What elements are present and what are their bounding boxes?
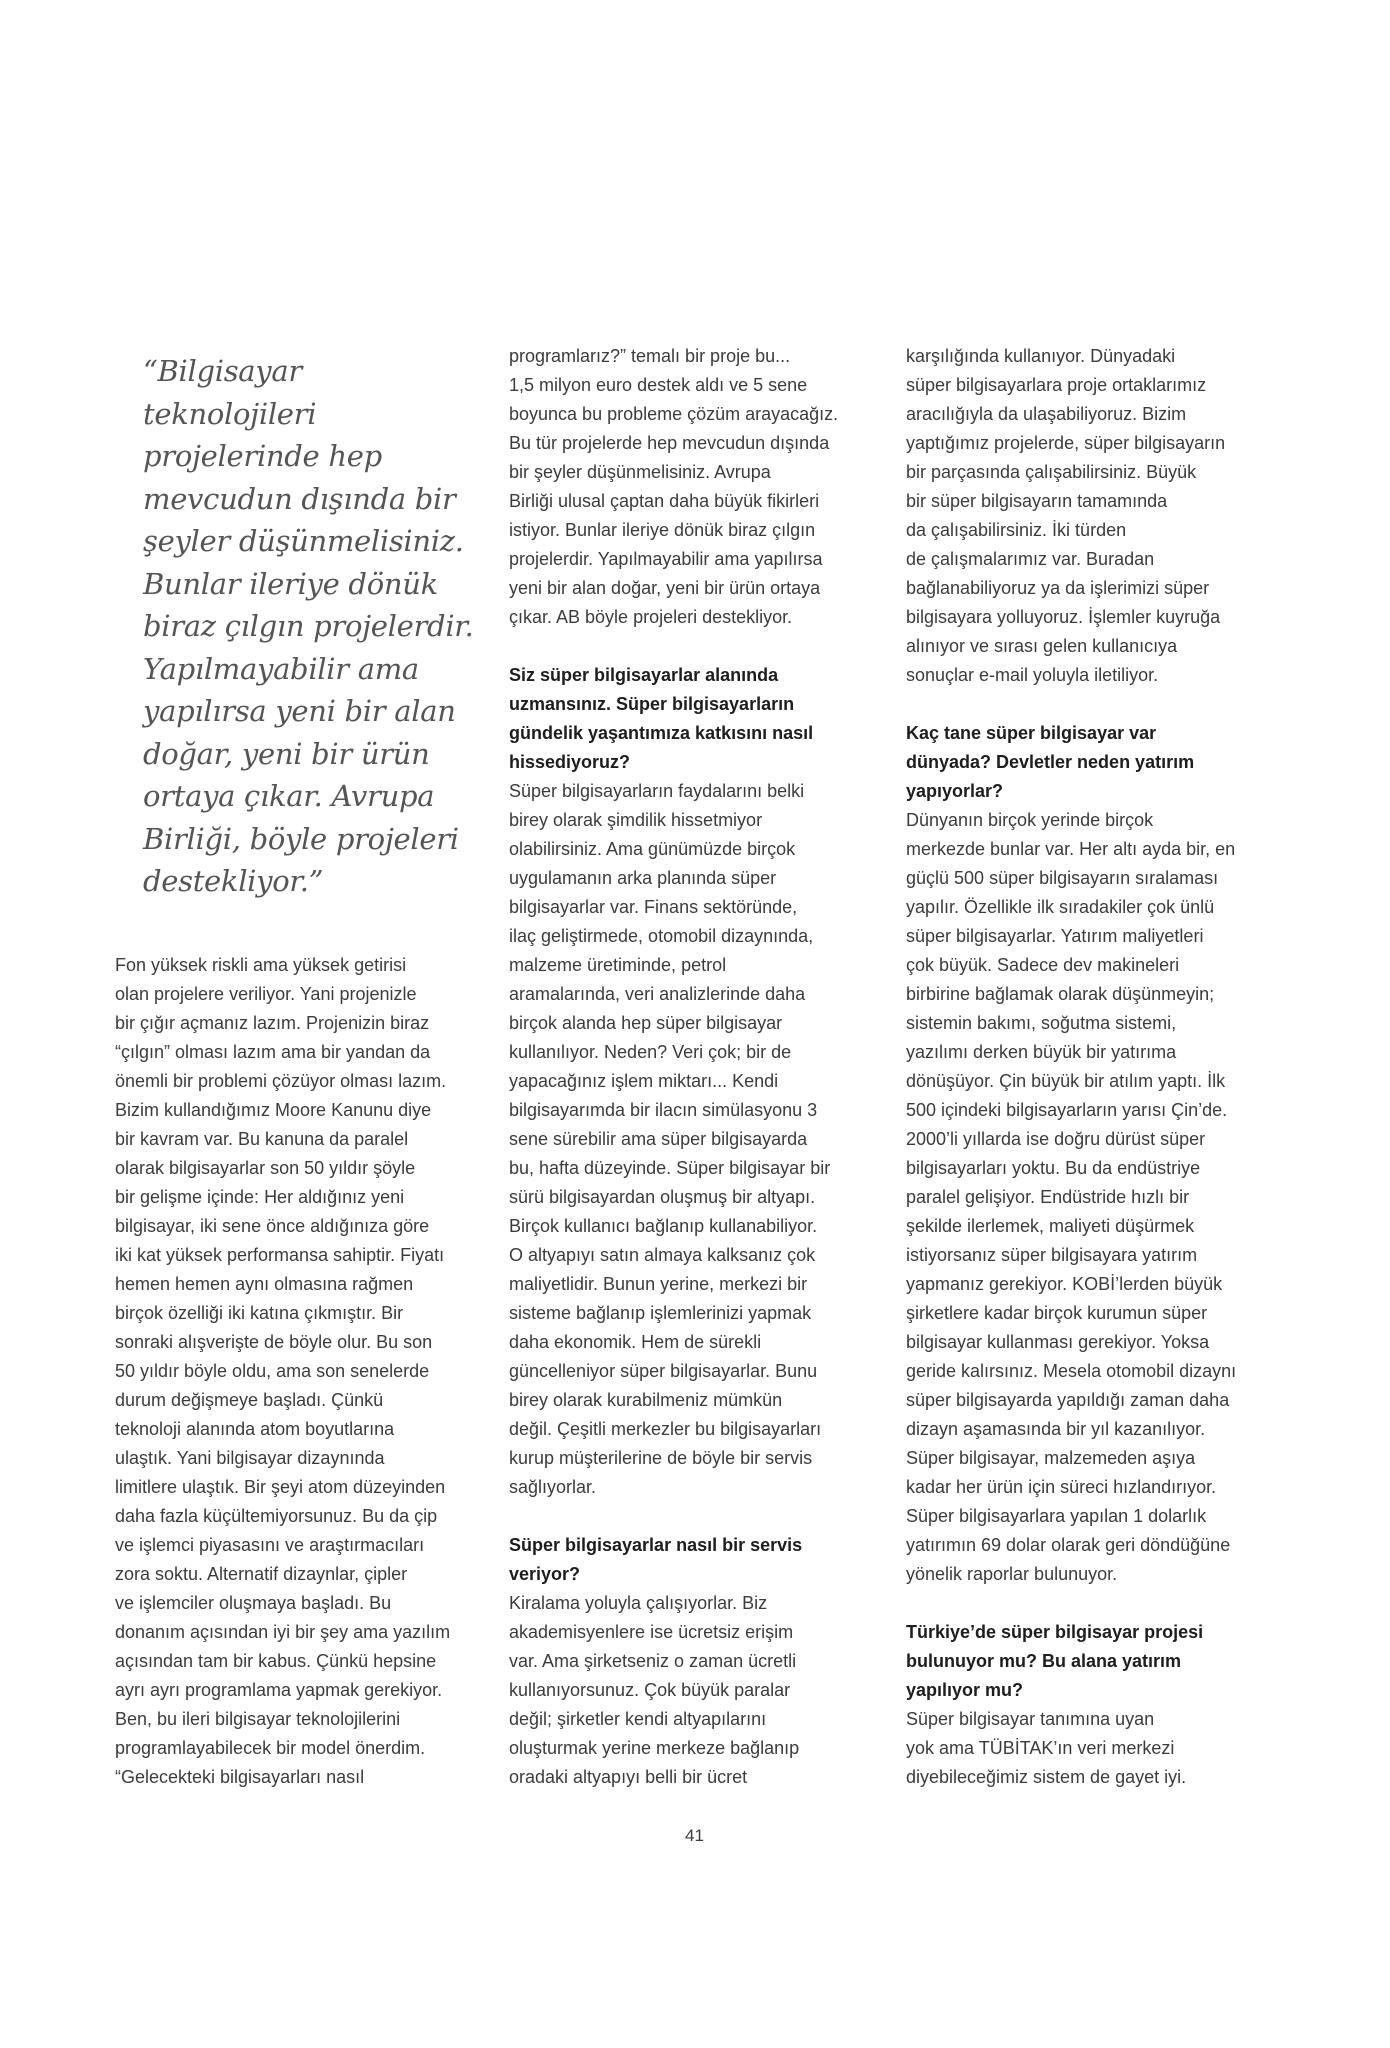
text-line: önemli bir problemi çözüyor olması lazım. [115,1071,447,1091]
text-line: birçok alanda hep süper bilgisayar [509,1013,783,1033]
pull-quote-line: Yapılmayabilir ama [143,651,419,686]
text-line: değil; şirketler kendi altyapılarını [509,1709,767,1729]
text-line: Süper bilgisayarların faydalarını belki [509,781,805,801]
text-line: kadar her ürün için süreci hızlandırıyor. [906,1477,1217,1497]
text-line: bir gelişme içinde: Her aldığınız yeni [115,1187,405,1207]
question-line: dünyada? Devletler neden yatırım [906,752,1195,772]
pull-quote-line: teknolojileri [143,396,317,431]
text-line: yapacağınız işlem miktarı... Kendi [509,1071,779,1091]
pull-quote-line: ortaya çıkar. Avrupa [143,779,435,813]
text-line: Süper bilgisayar, malzemeden aşıya [906,1448,1196,1468]
text-line: 2000’li yıllarda ise doğru dürüst süper [906,1129,1206,1149]
text-line: malzeme üretiminde, petrol [509,955,727,975]
column-3 [906,342,1291,1792]
text-line: Süper bilgisayarlara yapılan 1 dolarlık [906,1506,1207,1526]
column-1 [115,951,490,1792]
text-line: istiyorsanız süper bilgisayara yatırım [906,1245,1198,1265]
question-line: veriyor? [509,1564,581,1584]
text-line: paralel gelişiyor. Endüstride hızlı bir [906,1187,1190,1207]
text-line: kullanıyorsunuz. Çok büyük paralar [509,1680,791,1700]
text-line: Birliği ulusal çaptan daha büyük fikirleri [509,491,820,511]
pull-quote-line: mevcudun dışında bir [143,481,456,516]
text-line: bilgisayarları yoktu. Bu da endüstriye [906,1158,1201,1178]
text-line: zora soktu. Alternatif dizaynlar, çipler [115,1564,408,1584]
text-line: 1,5 milyon euro destek aldı ve 5 sene [509,375,808,395]
text-line: ve işlemci piyasasını ve araştırmacıları [115,1535,425,1555]
text-line: süper bilgisayarda yapıldığı zaman daha [906,1390,1230,1410]
text-line: bilgisayarımda bir ilacın simülasyonu 3 [509,1100,818,1120]
qa-section-2 [509,1502,894,1792]
text-line: bir şeyler düşünmelisiniz. Avrupa [509,462,771,482]
text-line: çıkar. AB böyle projeleri destekliyor. [509,607,793,627]
question-line: uzmansınız. Süper bilgisayarların [509,694,795,714]
question-line: yapıyorlar? [906,781,1004,801]
text-line: bir parçasında çalışabilirsiniz. Büyük [906,462,1197,482]
question-line: gündelik yaşantımıza katkısını nasıl [509,723,814,743]
spacer [906,1589,1291,1618]
pull-quote-line: destekliyor.” [143,864,324,898]
text-line: var. Ama şirketseniz o zaman ücretli [509,1651,797,1671]
text-line: aramalarında, veri analizlerinde daha [509,984,806,1004]
pull-quote-line: “Bilgisayar [143,354,302,388]
text-line: yapılır. Özellikle ilk sıradakiler çok ünlü [906,897,1215,917]
text-line: olabilirsiniz. Ama günümüzde birçok [509,839,796,859]
text-line: şirketlere kadar birçok kurumun süper [906,1303,1208,1323]
text-line: Fon yüksek riskli ama yüksek getirisi [115,955,407,975]
question-line: Siz süper bilgisayarlar alanında [509,665,779,685]
text-line: programlayabilecek bir model önerdim. [115,1738,426,1758]
text-line: sağlıyorlar. [509,1477,597,1497]
pull-quote [143,350,483,903]
text-line: birey olarak kurabilmeniz mümkün [509,1390,783,1410]
text-line: ve işlemciler oluşmaya başladı. Bu [115,1593,392,1613]
text-line: durum değişmeye başladı. Çünkü [115,1390,384,1410]
text-line: yatırımın 69 dolar olarak geri döndüğüne [906,1535,1231,1555]
text-line: açısından tam bir kabus. Çünkü hepsine [115,1651,437,1671]
qa-section-1 [509,632,894,1502]
text-line: olarak bilgisayarlar son 50 yıldır şöyle [115,1158,416,1178]
text-line: kullanılıyor. Neden? Veri çok; bir de [509,1042,792,1062]
text-line: limitlere ulaştık. Bir şeyi atom düzeyinden [115,1477,446,1497]
text-line: yaptığımız projelerde, süper bilgisayarın [906,433,1226,453]
text-line: iki kat yüksek performansa sahiptir. Fiyatı [115,1245,445,1265]
text-line: bilgisayar kullanması gerekiyor. Yoksa [906,1332,1210,1352]
text-line: 50 yıldır böyle oldu, ama son senelerde [115,1361,430,1381]
text-line: Birçok kullanıcı bağlanıp kullanabiliyor. [509,1216,818,1236]
text-line: boyunca bu probleme çözüm arayacağız. [509,404,839,424]
text-line: “çılgın” olması lazım ama bir yandan da [115,1042,431,1062]
text-line: sürü bilgisayardan oluşmuş bir altyapı. [509,1187,816,1207]
text-line: sene sürebilir ama süper bilgisayarda [509,1129,808,1149]
spacer [509,632,894,661]
pull-quote-line: doğar, yeni bir ürün [143,736,430,771]
text-line: uygulamanın arka planında süper [509,868,777,888]
page-number: 41 [685,1826,704,1845]
text-line: Bu tür projelerde hep mevcudun dışında [509,433,830,453]
pull-quote-line: yapılırsa yeni bir alan [143,694,456,728]
text-line: sistemin bakımı, soğutma sistemi, [906,1013,1177,1033]
text-line: “Gelecekteki bilgisayarları nasıl [115,1767,365,1787]
question-line: Kaç tane süper bilgisayar var [906,723,1157,743]
question-line: Süper bilgisayarlar nasıl bir servis [509,1535,803,1555]
body-paragraph [906,342,1291,690]
question-line: Türkiye’de süper bilgisayar projesi [906,1622,1204,1642]
text-line: yok ama TÜBİTAK’ın veri merkezi [906,1738,1175,1758]
text-line: teknoloji alanında atom boyutlarına [115,1419,395,1439]
text-line: yapmanız gerekiyor. KOBİ’lerden büyük [906,1274,1223,1294]
text-line: kurup müşterilerine de böyle bir servis [509,1448,813,1468]
text-line: projelerdir. Yapılmayabilir ama yapılırsa [509,549,823,569]
interview-question [906,1618,1291,1705]
text-line: aracılığıyla da ulaşabiliyoruz. Bizim [906,404,1187,424]
text-line: birbirine bağlamak olarak düşünmeyin; [906,984,1215,1004]
qa-section-3 [906,690,1291,1589]
text-line: istiyor. Bunlar ileriye dönük biraz çılgın [509,520,816,540]
qa-section-4 [906,1589,1291,1792]
interview-question [509,1531,894,1589]
text-line: daha ekonomik. Hem de sürekli [509,1332,762,1352]
text-line: yeni bir alan doğar, yeni bir ürün ortaya [509,578,821,598]
body-paragraph [509,342,894,632]
text-line: güncelleniyor süper bilgisayarlar. Bunu [509,1361,818,1381]
text-line: bu, hafta düzeyinde. Süper bilgisayar bir [509,1158,831,1178]
text-line: O altyapıyı satın almaya kalksanız çok [509,1245,816,1265]
text-line: ilaç geliştirmede, otomobil dizaynında, [509,926,814,946]
text-line: çok büyük. Sadece dev makineleri [906,955,1180,975]
text-line: bilgisayarlar var. Finans sektöründe, [509,897,798,917]
text-line: donanım açısından iyi bir şey ama yazılım [115,1622,451,1642]
text-line: de çalışmalarımız var. Buradan [906,549,1155,569]
text-line: diyebileceğimiz sistem de gayet iyi. [906,1767,1187,1787]
text-line: olan projelere veriliyor. Yani projenizle [115,984,417,1004]
text-line: geride kalırsınız. Mesela otomobil dizaynı [906,1361,1237,1381]
text-line: 500 içindeki bilgisayarların yarısı Çin’de. [906,1100,1228,1120]
interview-question [906,719,1291,806]
text-line: değil. Çeşitli merkezler bu bilgisayarları [509,1419,822,1439]
text-line: Kiralama yoluyla çalışıyorlar. Biz [509,1593,768,1613]
text-line: sonuçlar e-mail yoluyla iletiliyor. [906,665,1159,685]
pull-quote-line: biraz çılgın projelerdir. [143,609,474,643]
interview-answer [509,1589,894,1792]
text-line: programlarız?” temalı bir proje bu... [509,346,791,366]
text-line: birçok özelliği iki katına çıkmıştır. Bir [115,1303,404,1323]
text-line: bir kavram var. Bu kanuna da paralel [115,1129,409,1149]
pull-quote-line: Bunlar ileriye dönük [143,566,438,601]
text-line: süper bilgisayarlara proje ortaklarımız [906,375,1207,395]
text-line: daha fazla küçültemiyorsunuz. Bu da çip [115,1506,438,1526]
text-line: karşılığında kullanıyor. Dünyadaki [906,346,1176,366]
text-line: oradaki altyapıyı belli bir ücret [509,1767,748,1787]
text-line: yönelik raporlar bulunuyor. [906,1564,1118,1584]
interview-answer [906,806,1291,1589]
text-line: Bizim kullandığımız Moore Kanunu diye [115,1100,432,1120]
text-line: Süper bilgisayar tanımına uyan [906,1709,1155,1729]
text-line: bağlanabiliyoruz ya da işlerimizi süper [906,578,1210,598]
spacer [906,690,1291,719]
text-line: dönüşüyor. Çin büyük bir atılım yaptı. İlk [906,1071,1226,1091]
spacer [509,1502,894,1531]
text-line: alınıyor ve sırası gelen kullanıcıya [906,636,1178,656]
pull-quote-line: projelerinde hep [143,439,382,473]
pull-quote-line: şeyler düşünmelisiniz. [143,524,464,558]
text-line: güçlü 500 süper bilgisayarın sıralaması [906,868,1219,888]
text-line: dizayn aşamasında bir yıl kazanılıyor. [906,1419,1206,1439]
text-line: da çalışabilirsiniz. İki türden [906,520,1127,540]
text-line: merkezde bunlar var. Her altı ayda bir, en [906,839,1236,859]
interview-answer [509,777,894,1502]
text-line: akademisyenlere ise ücretsiz erişim [509,1622,794,1642]
question-line: yapılıyor mu? [906,1680,1024,1700]
text-line: ulaştık. Yani bilgisayar dizaynında [115,1448,385,1468]
text-line: bilgisayar, iki sene önce aldığınıza göre [115,1216,430,1236]
text-line: şekilde ilerlemek, maliyeti düşürmek [906,1216,1195,1236]
text-line: Dünyanın birçok yerinde birçok [906,810,1154,830]
text-line: hemen hemen aynı olmasına rağmen [115,1274,414,1294]
column-2 [509,342,894,1792]
text-line: ayrı ayrı programlama yapmak gerekiyor. [115,1680,443,1700]
text-line: Ben, bu ileri bilgisayar teknolojilerini [115,1709,401,1729]
text-line: bir çığır açmanız lazım. Projenizin biraz [115,1013,430,1033]
body-paragraph [115,951,490,1792]
pull-quote-line: Birliği, böyle projeleri [143,821,459,856]
text-line: sisteme bağlanıp işlemlerinizi yapmak [509,1303,812,1323]
text-line: birey olarak şimdilik hissetmiyor [509,810,763,830]
text-line: yazılımı derken büyük bir yatırıma [906,1042,1177,1062]
interview-question [509,661,894,777]
question-line: bulunuyor mu? Bu alana yatırım [906,1651,1182,1671]
text-line: oluşturmak yerine merkeze bağlanıp [509,1738,800,1758]
interview-answer [906,1705,1291,1792]
text-line: süper bilgisayarlar. Yatırım maliyetleri [906,926,1204,946]
question-line: hissediyoruz? [509,752,631,772]
text-line: maliyetlidir. Bunun yerine, merkezi bir [509,1274,808,1294]
text-line: bir süper bilgisayarın tamamında [906,491,1168,511]
text-line: sonraki alışverişte de böyle olur. Bu son [115,1332,433,1352]
text-line: bilgisayara yolluyoruz. İşlemler kuyruğa [906,607,1221,627]
